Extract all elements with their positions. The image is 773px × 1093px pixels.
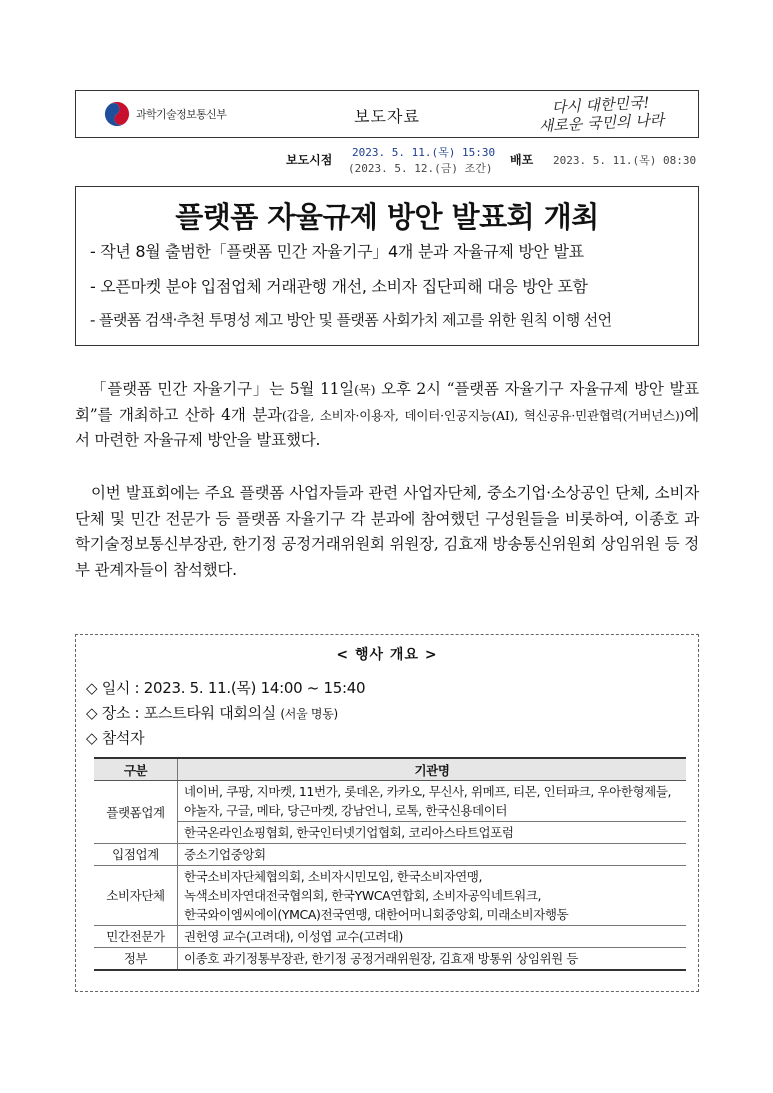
- p1-part-d: (갑을, 소비자·이용자, 데이터·인공지능(AI), 혁신공유·민관협력(거버넌스)): [281, 407, 685, 423]
- table-row: [94, 781, 686, 822]
- event-place: [86, 702, 338, 723]
- event-title: < 행사 개요 >: [336, 647, 438, 663]
- header-box: [75, 90, 699, 138]
- col-orgs: 기관명: [178, 758, 687, 781]
- body-paragraph-1: [75, 377, 699, 454]
- headline-sub-1: - 작년 8월 출범한「플랫폼 민간 자율기구」4개 분과 자율규제 방안 발표: [90, 242, 584, 261]
- doc-type: 보도자료: [354, 107, 420, 126]
- event-attendees: ◇ 참석자: [86, 729, 145, 747]
- row-orgs-merchant: 중소기업중앙회: [178, 844, 687, 866]
- row-category-merchant: 입점업계: [94, 844, 178, 866]
- row-orgs-consumer: [178, 866, 687, 926]
- distribute-label: 배포: [510, 153, 534, 167]
- row-category-expert: 민간전문가: [94, 926, 178, 948]
- slogan: [525, 92, 677, 136]
- slogan-line-1: 다시 대한민국!: [551, 93, 650, 117]
- table-row: [94, 948, 686, 971]
- consumer-orgs-line-2: 녹색소비자연대전국협의회, 한국YWCA연합회, 소비자공익네트워크,: [184, 888, 542, 903]
- embargo-paper: (2023. 5. 12.(금) 조간): [348, 162, 493, 175]
- col-category: 구분: [94, 758, 178, 781]
- attendees-table: [94, 757, 686, 971]
- consumer-orgs-line-3: 한국와이엠씨에이(YMCA)전국연맹, 대한어머니회중앙회, 미래소비자행동: [184, 907, 569, 922]
- ministry-name: 과학기술정보통신부: [136, 108, 227, 121]
- row-category-gov: 정부: [94, 948, 178, 971]
- headline-sub-3: - 플랫폼 검색·추천 투명성 제고 방안 및 플랫폼 사회가치 제고를 위한 원칙 이행 선언: [90, 311, 612, 329]
- table-row: [94, 822, 686, 844]
- body-paragraph-2: 이번 발표회에는 주요 플랫폼 사업자들과 관련 사업자단체, 중소기업·소상공인 단체, 소비자단체 및 민간 전문가 등 플랫폼 자율기구 각 분과에 참여했던 구성원들을 비롯하여, 이종호 과학기술정보통신부장관, 한기정 공정거래위원회 위원장, 김효재 방송통신위원회 상임위원 등 정부 관계자들이 참석했다.: [75, 484, 699, 579]
- distribute-time: 2023. 5. 11.(목) 08:30: [553, 154, 697, 167]
- row-orgs-platform-2: 한국온라인쇼핑협회, 한국인터넷기업협회, 코리아스타트업포럼: [178, 822, 687, 844]
- event-place-text: ◇ 장소 : 포스트타워 대회의실: [86, 704, 276, 722]
- p1-part-c: 오후 2시 “플랫폼 자율기구 자율규제 방안 발표회”를 개최하고 산하 4개 분과: [75, 380, 699, 424]
- headline-sub-2: - 오픈마켓 분야 입점업체 거래관행 개선, 소비자 집단피해 대응 방안 포함: [90, 277, 588, 296]
- row-orgs-expert: 권헌영 교수(고려대), 이성엽 교수(고려대): [178, 926, 687, 948]
- table-row: [94, 866, 686, 926]
- headline-title: 플랫폼 자율규제 방안 발표회 개최: [175, 200, 599, 234]
- table-header-row: [94, 758, 686, 781]
- event-date: ◇ 일시 : 2023. 5. 11.(목) 14:00 ~ 15:40: [86, 679, 366, 697]
- consumer-orgs-line-1: 한국소비자단체협의회, 소비자시민모임, 한국소비자연맹,: [184, 869, 483, 884]
- p1-part-a: 「플랫폼 민간 자율기구」는 5월 11일: [91, 380, 355, 398]
- row-orgs-platform-1: 네이버, 쿠팡, 지마켓, 11번가, 롯데온, 카카오, 무신사, 위메프, 티몬, 인터파크, 우아한형제들, 야놀자, 구글, 메타, 당근마켓, 강남언니, 로톡, 한국신용데이터: [178, 781, 687, 822]
- row-category-platform: 플랫폼업계: [94, 781, 178, 844]
- embargo-time: 2023. 5. 11.(목) 15:30: [352, 146, 496, 159]
- table-row: [94, 844, 686, 866]
- slogan-line-2: 새로운 국민의 나라: [538, 110, 665, 136]
- p1-part-e: 에서 마련한 자율규제 방안을 발표했다.: [75, 405, 699, 449]
- headline-box: [75, 186, 699, 346]
- row-orgs-gov: 이종호 과기정통부장관, 한기정 공정거래위원장, 김효재 방통위 상임위원 등: [178, 948, 687, 971]
- table-row: [94, 926, 686, 948]
- p1-part-b: (목): [354, 382, 376, 397]
- event-place-note: (서울 명동): [280, 707, 338, 721]
- row-category-consumer: 소비자단체: [94, 866, 178, 926]
- embargo-label: 보도시점: [286, 153, 333, 167]
